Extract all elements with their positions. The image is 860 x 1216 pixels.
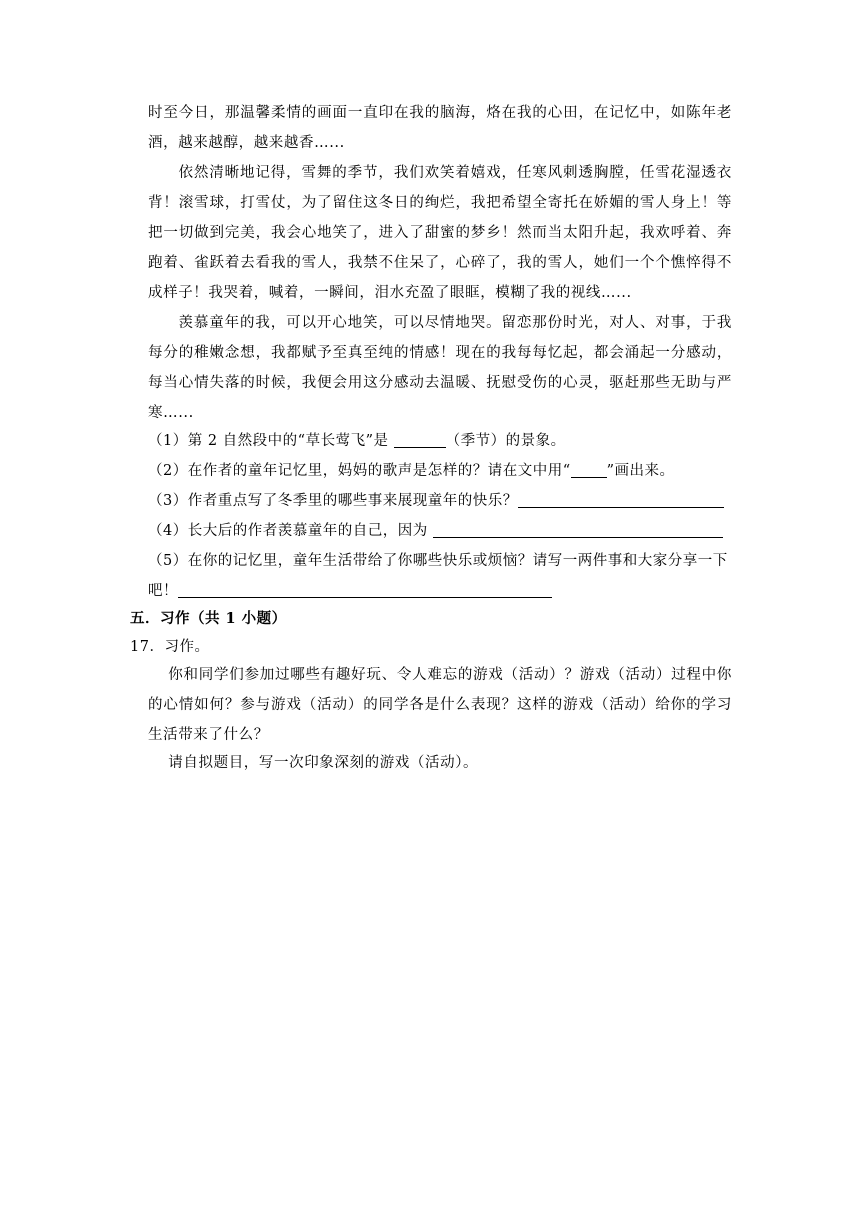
question-1: [148, 426, 738, 456]
essay-instruction: 请自拟题目，写一次印象深刻的游戏（活动）。: [168, 755, 479, 771]
question-2-text-after: ”画出来。: [606, 463, 675, 479]
question-3-text: （3）作者重点写了冬季里的哪些事来展现童年的快乐？: [148, 493, 518, 509]
question-3: [148, 486, 738, 516]
question-5-blank[interactable]: [178, 581, 552, 598]
essay-prompt: 你和同学们参加过哪些有趣好玩、令人难忘的游戏（活动）？游戏（活动）过程中你的心情如何？参与游戏（活动）的同学各是什么表现？这样的游戏（活动）给你的学习生活带来了什么？: [148, 667, 732, 743]
question-5-text: （5）在你的记忆里，童年生活带给了你哪些快乐或烦恼？请写一两件事和大家分享一下吧！: [148, 553, 728, 599]
passage-paragraph-1: 时至今日，那温馨柔情的画面一直印在我的脑海，烙在我的心田，在记忆中，如陈年老酒，越来越醇，越来越香…...: [148, 105, 732, 151]
section-5-title: 五．习作（共 1 小题）: [130, 610, 287, 627]
question-2-underline-sample: [571, 461, 607, 478]
question-1-text-before: （1）第 2 自然段中的“草长莺飞”是: [148, 433, 394, 449]
question-4-blank[interactable]: [433, 521, 723, 538]
question-1-text-after: （季节）的景象。: [445, 433, 566, 449]
question-2: [148, 456, 738, 486]
passage-paragraph-2: 依然清晰地记得，雪舞的季节，我们欢笑着嬉戏，任寒风刺透胸膛，任雪花湿透衣背！滚雪球，打雪仗，为了留住这冬日的绚烂，我把希望全寄托在娇媚的雪人身上！等把一切做到完美，我会心地笑了，进入了甜蜜的梦乡！然而当太阳升起，我欢呼着、奔跑着、雀跃着去看我的雪人，我禁不住呆了，心碎了，我的雪人，她们一个个憔悴得不成样子！我哭着，喊着，一瞬间，泪水充盈了眼眶，模糊了我的视线…...: [148, 165, 732, 301]
item-17-number: 17．习作。: [130, 639, 210, 655]
question-4: [148, 516, 738, 546]
question-5: [148, 546, 732, 606]
question-2-text-before: （2）在作者的童年记忆里，妈妈的歌声是怎样的？请在文中用“: [148, 463, 571, 479]
question-1-blank[interactable]: [394, 431, 446, 448]
question-4-text: （4）长大后的作者羡慕童年的自己，因为: [148, 523, 433, 539]
passage-paragraph-3: 羡慕童年的我，可以开心地笑，可以尽情地哭。留恋那份时光，对人、对事，于我每分的稚嫩念想，我都赋予至真至纯的情感！现在的我每每忆起，都会涌起一分感动，每当心情失落的时候，我便会用这分感动去温暖、抚慰受伤的心灵，驱赶那些无助与严寒…...: [148, 315, 732, 421]
question-3-blank[interactable]: [518, 491, 724, 508]
